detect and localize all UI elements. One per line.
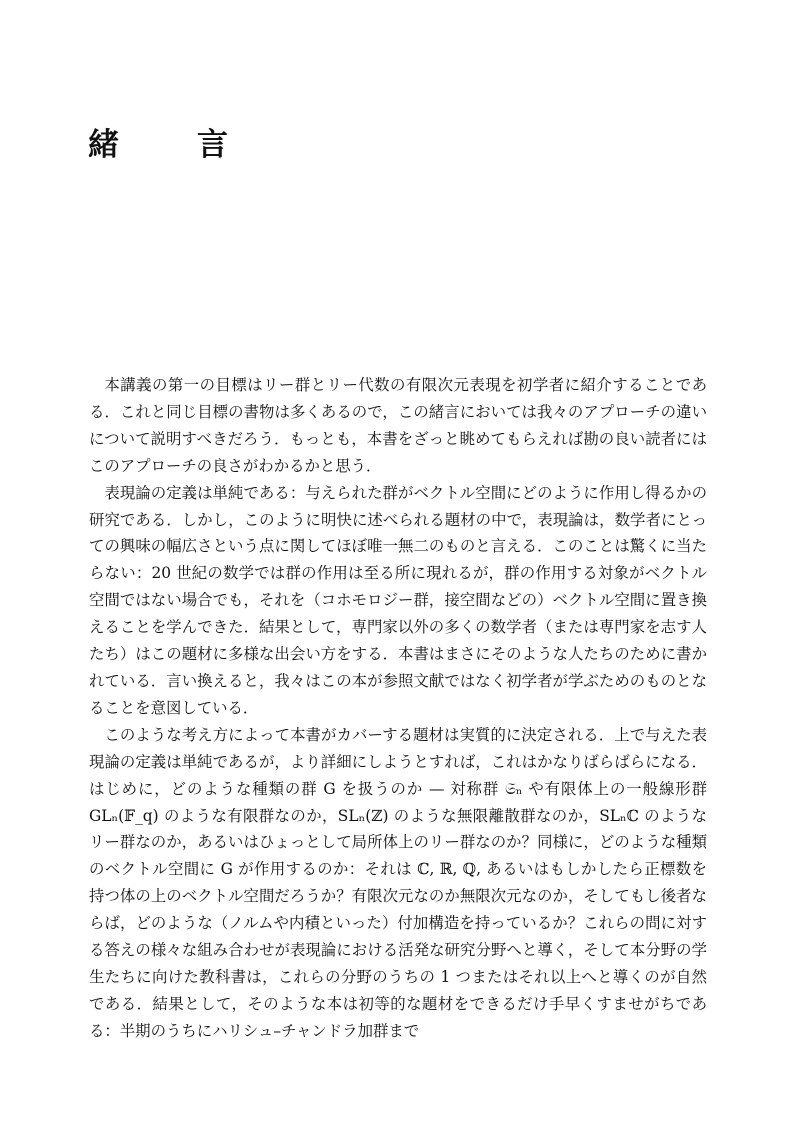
paragraph-2: 表現論の定義は単純である：与えられた群がベクトル空間にどのように作用し得るかの研究である．しかし，このように明快に述べられる題材の中で，表現論は，数学者にとっての興味の幅広さという点に関してほぼ唯一無二のものと言える．このことは驚くに当たらない：20 世紀の数学では群の作用は至る所に現れるが，群の作用する対象がベクトル空間ではない場合でも，それを（コホモロジー群，接空間などの）ベクトル空間に置き換えることを学んできた．結果として，専門家以外の多くの数学者（または専門家を志す人たち）はこの題材に多様な出会い方をする．本書はまさにそのような人たちのために書かれている．言い換えると，我々はこの本が参照文献ではなく初学者が学ぶためのものとなることを意図している． (89, 483, 707, 717)
chapter-title-char-2: 言 (197, 127, 228, 163)
chapter-title-char-1: 緒 (88, 127, 119, 163)
body-text (89, 372, 707, 1045)
paragraph-1: 本講義の第一の目標はリー群とリー代数の有限次元表現を初学者に紹介することである．これと同じ目標の書物は多くあるので，この緒言においては我々のアプローチの違いについて説明すべきだろう．もっとも，本書をざっと眺めてもらえれば勘の良い読者にはこのアプローチの良さがわかるかと思う． (89, 376, 707, 475)
chapter-title (88, 127, 228, 163)
paragraph-3: このような考え方によって本書がカバーする題材は実質的に決定される．上で与えた表現論の定義は単純であるが，より詳細にしようとすれば，これはかなりばらばらになる．はじめに，どのような種類の群 G を扱うのか — 対称群 𝔖ₙ や有限体上の一般線形群 GLₙ(𝔽_q) のような有限群なのか，SLₙ(ℤ) のような無限離散群なのか，SLₙℂ のようなリー群なのか，あるいはひょっとして局所体上のリー群なのか？同様に，どのような種類のベクトル空間に G が作用するのか：それは ℂ, ℝ, ℚ, あるいはもしかしたら正標数を持つ体の上のベクトル空間だろうか？有限次元なのか無限次元なのか，そしてもし後者ならば，どのような（ノルムや内積といった）付加構造を持っているか？これらの問に対する答えの様々な組み合わせが表現論における活発な研究分野へと導く，そして本分野の学生たちに向けた教科書は，これらの分野のうちの 1 つまたはそれ以上へと導くのが自然である．結果として，そのような本は初等的な題材をできるだけ手早くすませがちである：半期のうちにハリシュ–チャンドラ加群まで (89, 725, 707, 1040)
